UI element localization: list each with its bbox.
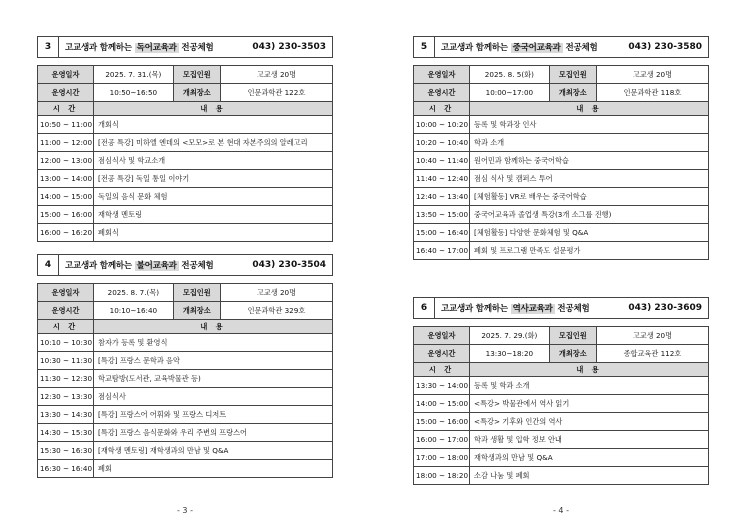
recruit-value: 고교생 20명: [220, 284, 332, 302]
content-column-header: 내 용: [470, 102, 709, 116]
date-label: 운영일자: [414, 66, 470, 84]
program-6: [413, 297, 709, 485]
info-row-date: [38, 284, 333, 302]
schedule-row: [38, 116, 333, 134]
program-title-suffix: 전공체험: [178, 43, 214, 53]
schedule-row: [38, 134, 333, 152]
schedule-row: [38, 370, 333, 388]
schedule-content: 학교탐방(도서관, 교육박물관 등): [94, 370, 333, 388]
program-department: 불어교육과: [136, 261, 177, 271]
recruit-value: 고교생 20명: [596, 66, 708, 84]
program-department: 중국어교육과: [512, 43, 561, 53]
program-title-prefix: 고교생과 함께하는: [441, 304, 511, 314]
info-row-time: [38, 302, 333, 320]
recruit-label: 모집인원: [549, 66, 596, 84]
program-title: [59, 259, 252, 271]
program-title-suffix: 전공체험: [554, 304, 590, 314]
program-5: [413, 36, 709, 260]
schedule-content: 원어민과 함께하는 중국어학습: [470, 152, 709, 170]
program-phone: 043) 230-3504: [252, 260, 326, 270]
schedule-time: 10:20 ~ 10:40: [414, 134, 470, 152]
program-header: [413, 36, 709, 58]
program-title: [435, 302, 628, 314]
schedule-content: <특강> 박물관에서 역사 읽기: [470, 395, 709, 413]
program-title-suffix: 전공체험: [178, 261, 214, 271]
schedule-content: 소감 나눔 및 폐회: [470, 467, 709, 485]
venue-value: 인문과학관 118호: [596, 84, 708, 102]
schedule-content: 점심식사: [94, 388, 333, 406]
schedule-content: 폐회 및 프로그램 만족도 설문평가: [470, 242, 709, 260]
program-header: [413, 297, 709, 319]
schedule-time: 17:00 ~ 18:00: [414, 449, 470, 467]
program-number: 3: [38, 37, 59, 57]
date-value: 2025. 7. 29.(화): [470, 327, 550, 345]
venue-value: 종합교육관 112호: [596, 345, 708, 363]
schedule-content: 개회식: [94, 116, 333, 134]
program-phone: 043) 230-3580: [628, 42, 702, 52]
schedule-row: [414, 242, 709, 260]
venue-label: 개최장소: [173, 302, 220, 320]
schedule-time: 11:00 ~ 12:00: [38, 134, 94, 152]
schedule-time: 16:40 ~ 17:00: [414, 242, 470, 260]
content-column-header: 내 용: [470, 363, 709, 377]
schedule-row: [38, 424, 333, 442]
page-number-right: - 4 -: [553, 506, 569, 515]
content-column-header: 내 용: [94, 102, 333, 116]
info-row-time: [414, 84, 709, 102]
schedule-content: [체험활동] 다양한 문화체험 및 Q&A: [470, 224, 709, 242]
venue-value: 인문과학관 122호: [220, 84, 332, 102]
venue-value: 인문과학관 329호: [220, 302, 332, 320]
schedule-row: [38, 334, 333, 352]
schedule-time: 11:40 ~ 12:40: [414, 170, 470, 188]
schedule-time: 10:40 ~ 11:40: [414, 152, 470, 170]
info-row-time: [414, 345, 709, 363]
schedule-row: [414, 431, 709, 449]
schedule-time: 15:00 ~ 16:40: [414, 224, 470, 242]
time-value: 10:50~16:50: [94, 84, 174, 102]
date-label: 운영일자: [414, 327, 470, 345]
schedule-time: 12:40 ~ 13:40: [414, 188, 470, 206]
schedule-time: 10:10 ~ 10:30: [38, 334, 94, 352]
schedule-time: 13:30 ~ 14:30: [38, 406, 94, 424]
schedule-table: [413, 326, 709, 485]
schedule-content: 등록 및 학과 소개: [470, 377, 709, 395]
schedule-time: 14:00 ~ 15:00: [414, 395, 470, 413]
schedule-row: [414, 395, 709, 413]
schedule-time: 16:30 ~ 16:40: [38, 460, 94, 478]
schedule-row: [414, 413, 709, 431]
time-column-header: 시 간: [414, 102, 470, 116]
schedule-content: 중국어교육과 졸업생 특강(3개 소그룹 진행): [470, 206, 709, 224]
schedule-content: 학과 생활 및 입학 정보 안내: [470, 431, 709, 449]
info-row-date: [414, 66, 709, 84]
schedule-time: 15:30 ~ 16:30: [38, 442, 94, 460]
schedule-time: 18:00 ~ 18:20: [414, 467, 470, 485]
recruit-label: 모집인원: [173, 66, 220, 84]
schedule-row: [414, 377, 709, 395]
schedule-time: 13:50 ~ 15:00: [414, 206, 470, 224]
schedule-content: [특강] 프랑스 문학과 음악: [94, 352, 333, 370]
program-phone: 043) 230-3503: [252, 42, 326, 52]
program-phone: 043) 230-3609: [628, 303, 702, 313]
schedule-row: [38, 352, 333, 370]
program-3: [37, 36, 333, 242]
time-value: 10:10~16:40: [94, 302, 174, 320]
schedule-table: [37, 283, 333, 478]
schedule-time: 10:30 ~ 11:30: [38, 352, 94, 370]
time-label: 운영시간: [38, 302, 94, 320]
venue-label: 개최장소: [549, 345, 596, 363]
venue-label: 개최장소: [549, 84, 596, 102]
schedule-row: [414, 206, 709, 224]
date-label: 운영일자: [38, 66, 94, 84]
venue-label: 개최장소: [173, 84, 220, 102]
schedule-content: [특강] 프랑스어 어휘와 및 프랑스 디저트: [94, 406, 333, 424]
schedule-row: [38, 188, 333, 206]
schedule-content: 재학생 멘토링: [94, 206, 333, 224]
schedule-header-row: [38, 102, 333, 116]
schedule-content: 점심 식사 및 캠퍼스 투어: [470, 170, 709, 188]
schedule-time: 14:00 ~ 15:00: [38, 188, 94, 206]
schedule-row: [414, 152, 709, 170]
info-row-date: [414, 327, 709, 345]
schedule-content: 독일의 음식 문화 체험: [94, 188, 333, 206]
program-4: [37, 254, 333, 478]
date-value: 2025. 7. 31.(목): [94, 66, 174, 84]
page-number-left: - 3 -: [177, 506, 193, 515]
schedule-table: [37, 65, 333, 242]
recruit-value: 고교생 20명: [596, 327, 708, 345]
program-number: 4: [38, 255, 59, 275]
program-title-suffix: 전공체험: [562, 43, 598, 53]
schedule-row: [414, 188, 709, 206]
schedule-time: 12:30 ~ 13:30: [38, 388, 94, 406]
schedule-row: [38, 224, 333, 242]
schedule-row: [414, 224, 709, 242]
recruit-value: 고교생 20명: [220, 66, 332, 84]
schedule-row: [414, 116, 709, 134]
schedule-row: [414, 170, 709, 188]
schedule-time: 13:30 ~ 14:00: [414, 377, 470, 395]
time-label: 운영시간: [414, 345, 470, 363]
schedule-header-row: [414, 102, 709, 116]
schedule-time: 12:00 ~ 13:00: [38, 152, 94, 170]
schedule-row: [38, 406, 333, 424]
program-title-prefix: 고교생과 함께하는: [65, 43, 135, 53]
schedule-table: [413, 65, 709, 260]
schedule-time: 10:50 ~ 11:00: [38, 116, 94, 134]
schedule-time: 15:00 ~ 16:00: [38, 206, 94, 224]
program-title: [59, 41, 252, 53]
recruit-label: 모집인원: [549, 327, 596, 345]
date-label: 운영일자: [38, 284, 94, 302]
schedule-content: 등록 및 학과장 인사: [470, 116, 709, 134]
info-row-time: [38, 84, 333, 102]
time-label: 운영시간: [38, 84, 94, 102]
schedule-content: 재학생과의 만남 및 Q&A: [470, 449, 709, 467]
info-row-date: [38, 66, 333, 84]
schedule-time: 11:30 ~ 12:30: [38, 370, 94, 388]
schedule-row: [38, 152, 333, 170]
program-title-prefix: 고교생과 함께하는: [441, 43, 511, 53]
schedule-content: 폐회: [94, 460, 333, 478]
program-department: 역사교육과: [512, 304, 553, 314]
date-value: 2025. 8. 5(화): [470, 66, 550, 84]
time-column-header: 시 간: [38, 320, 94, 334]
schedule-header-row: [38, 320, 333, 334]
schedule-content: [전공 특강] 미하엘 엔데의 <모모>로 본 현대 자본주의의 알레고리: [94, 134, 333, 152]
schedule-row: [414, 449, 709, 467]
time-label: 운영시간: [414, 84, 470, 102]
schedule-row: [38, 460, 333, 478]
time-column-header: 시 간: [38, 102, 94, 116]
schedule-content: 학과 소개: [470, 134, 709, 152]
program-title-prefix: 고교생과 함께하는: [65, 261, 135, 271]
schedule-row: [414, 467, 709, 485]
schedule-content: 폐회식: [94, 224, 333, 242]
date-value: 2025. 8. 7.(목): [94, 284, 174, 302]
time-column-header: 시 간: [414, 363, 470, 377]
time-value: 13:30~18:20: [470, 345, 550, 363]
program-header: [37, 254, 333, 276]
schedule-time: 16:00 ~ 16:20: [38, 224, 94, 242]
schedule-content: [전공 특강] 독일 통일 이야기: [94, 170, 333, 188]
schedule-header-row: [414, 363, 709, 377]
schedule-time: 13:00 ~ 14:00: [38, 170, 94, 188]
program-title: [435, 41, 628, 53]
schedule-content: [체험활동] VR로 배우는 중국어학습: [470, 188, 709, 206]
schedule-content: <특강> 기후와 인간의 역사: [470, 413, 709, 431]
schedule-row: [38, 206, 333, 224]
schedule-time: 15:00 ~ 16:00: [414, 413, 470, 431]
program-header: [37, 36, 333, 58]
schedule-content: [특강] 프랑스 음식문화와 우리 주변의 프랑스어: [94, 424, 333, 442]
schedule-time: 10:00 ~ 10:20: [414, 116, 470, 134]
recruit-label: 모집인원: [173, 284, 220, 302]
program-number: 6: [414, 298, 435, 318]
schedule-content: 점심식사 및 학교소개: [94, 152, 333, 170]
program-number: 5: [414, 37, 435, 57]
schedule-time: 14:30 ~ 15:30: [38, 424, 94, 442]
content-column-header: 내 용: [94, 320, 333, 334]
schedule-row: [414, 134, 709, 152]
schedule-content: [재학생 멘토링] 재학생과의 만남 및 Q&A: [94, 442, 333, 460]
program-department: 독어교육과: [136, 43, 177, 53]
schedule-row: [38, 442, 333, 460]
schedule-time: 16:00 ~ 17:00: [414, 431, 470, 449]
schedule-row: [38, 170, 333, 188]
schedule-row: [38, 388, 333, 406]
time-value: 10:00~17:00: [470, 84, 550, 102]
schedule-content: 참자가 등록 및 환영식: [94, 334, 333, 352]
